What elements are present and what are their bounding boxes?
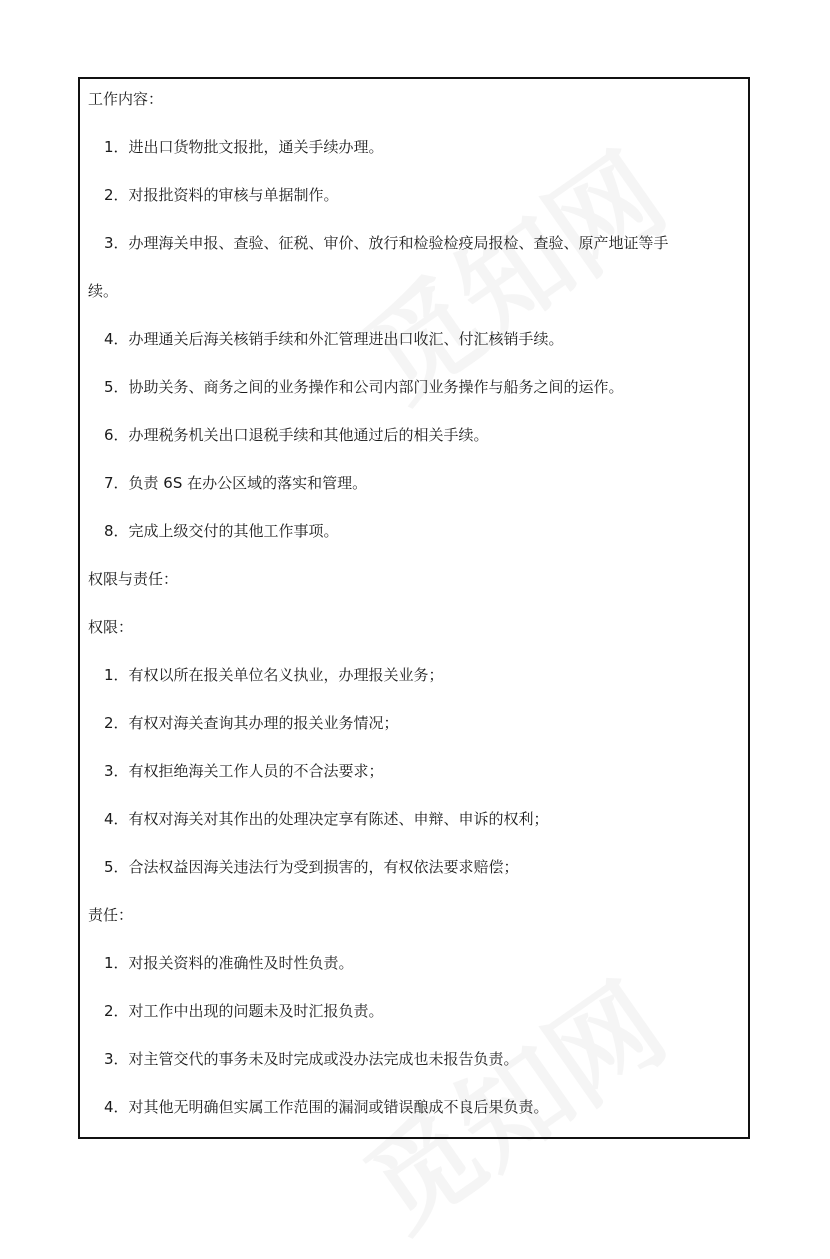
list-item: 5．协助关务、商务之间的业务操作和公司内部门业务操作与船务之间的运作。 [104, 378, 624, 396]
section-title-authority: 权限： [88, 618, 134, 636]
document-content [88, 87, 740, 1143]
list-item: 6．办理税务机关出口退税手续和其他通过后的相关手续。 [104, 426, 489, 444]
list-item: 1．对报关资料的准确性及时性负责。 [104, 954, 354, 972]
list-item-continuation: 续。 [88, 282, 119, 300]
list-item: 2．有权对海关查询其办理的报关业务情况； [104, 714, 399, 732]
list-item: 8．完成上级交付的其他工作事项。 [104, 522, 339, 540]
section-title-authority-responsibility: 权限与责任： [88, 570, 179, 588]
list-item: 5．合法权益因海关违法行为受到损害的，有权依法要求赔偿； [104, 858, 519, 876]
list-item [88, 231, 740, 327]
document-frame [78, 77, 750, 1139]
list-item: 4．办理通关后海关核销手续和外汇管理进出口收汇、付汇核销手续。 [104, 330, 564, 348]
list-item: 4．有权对海关对其作出的处理决定享有陈述、申辩、申诉的权利； [104, 810, 549, 828]
section-title-work-content: 工作内容： [88, 90, 164, 108]
list-item: 2．对工作中出现的问题未及时汇报负责。 [104, 1002, 384, 1020]
list-item: 1．进出口货物批文报批，通关手续办理。 [104, 138, 384, 156]
list-item-text: 3．办理海关申报、查验、征税、审价、放行和检验检疫局报检、查验、原产地证等手 [104, 234, 669, 252]
list-item: 3．有权拒绝海关工作人员的不合法要求； [104, 762, 384, 780]
list-item: 4．对其他无明确但实属工作范围的漏洞或错误酿成不良后果负责。 [104, 1098, 549, 1116]
list-item: 3．对主管交代的事务未及时完成或没办法完成也未报告负责。 [104, 1050, 519, 1068]
section-title-responsibility: 责任： [88, 906, 134, 924]
list-item: 7．负责 6S 在办公区域的落实和管理。 [104, 474, 368, 492]
list-item: 1．有权以所在报关单位名义执业，办理报关业务； [104, 666, 444, 684]
list-item: 2．对报批资料的审核与单据制作。 [104, 186, 339, 204]
